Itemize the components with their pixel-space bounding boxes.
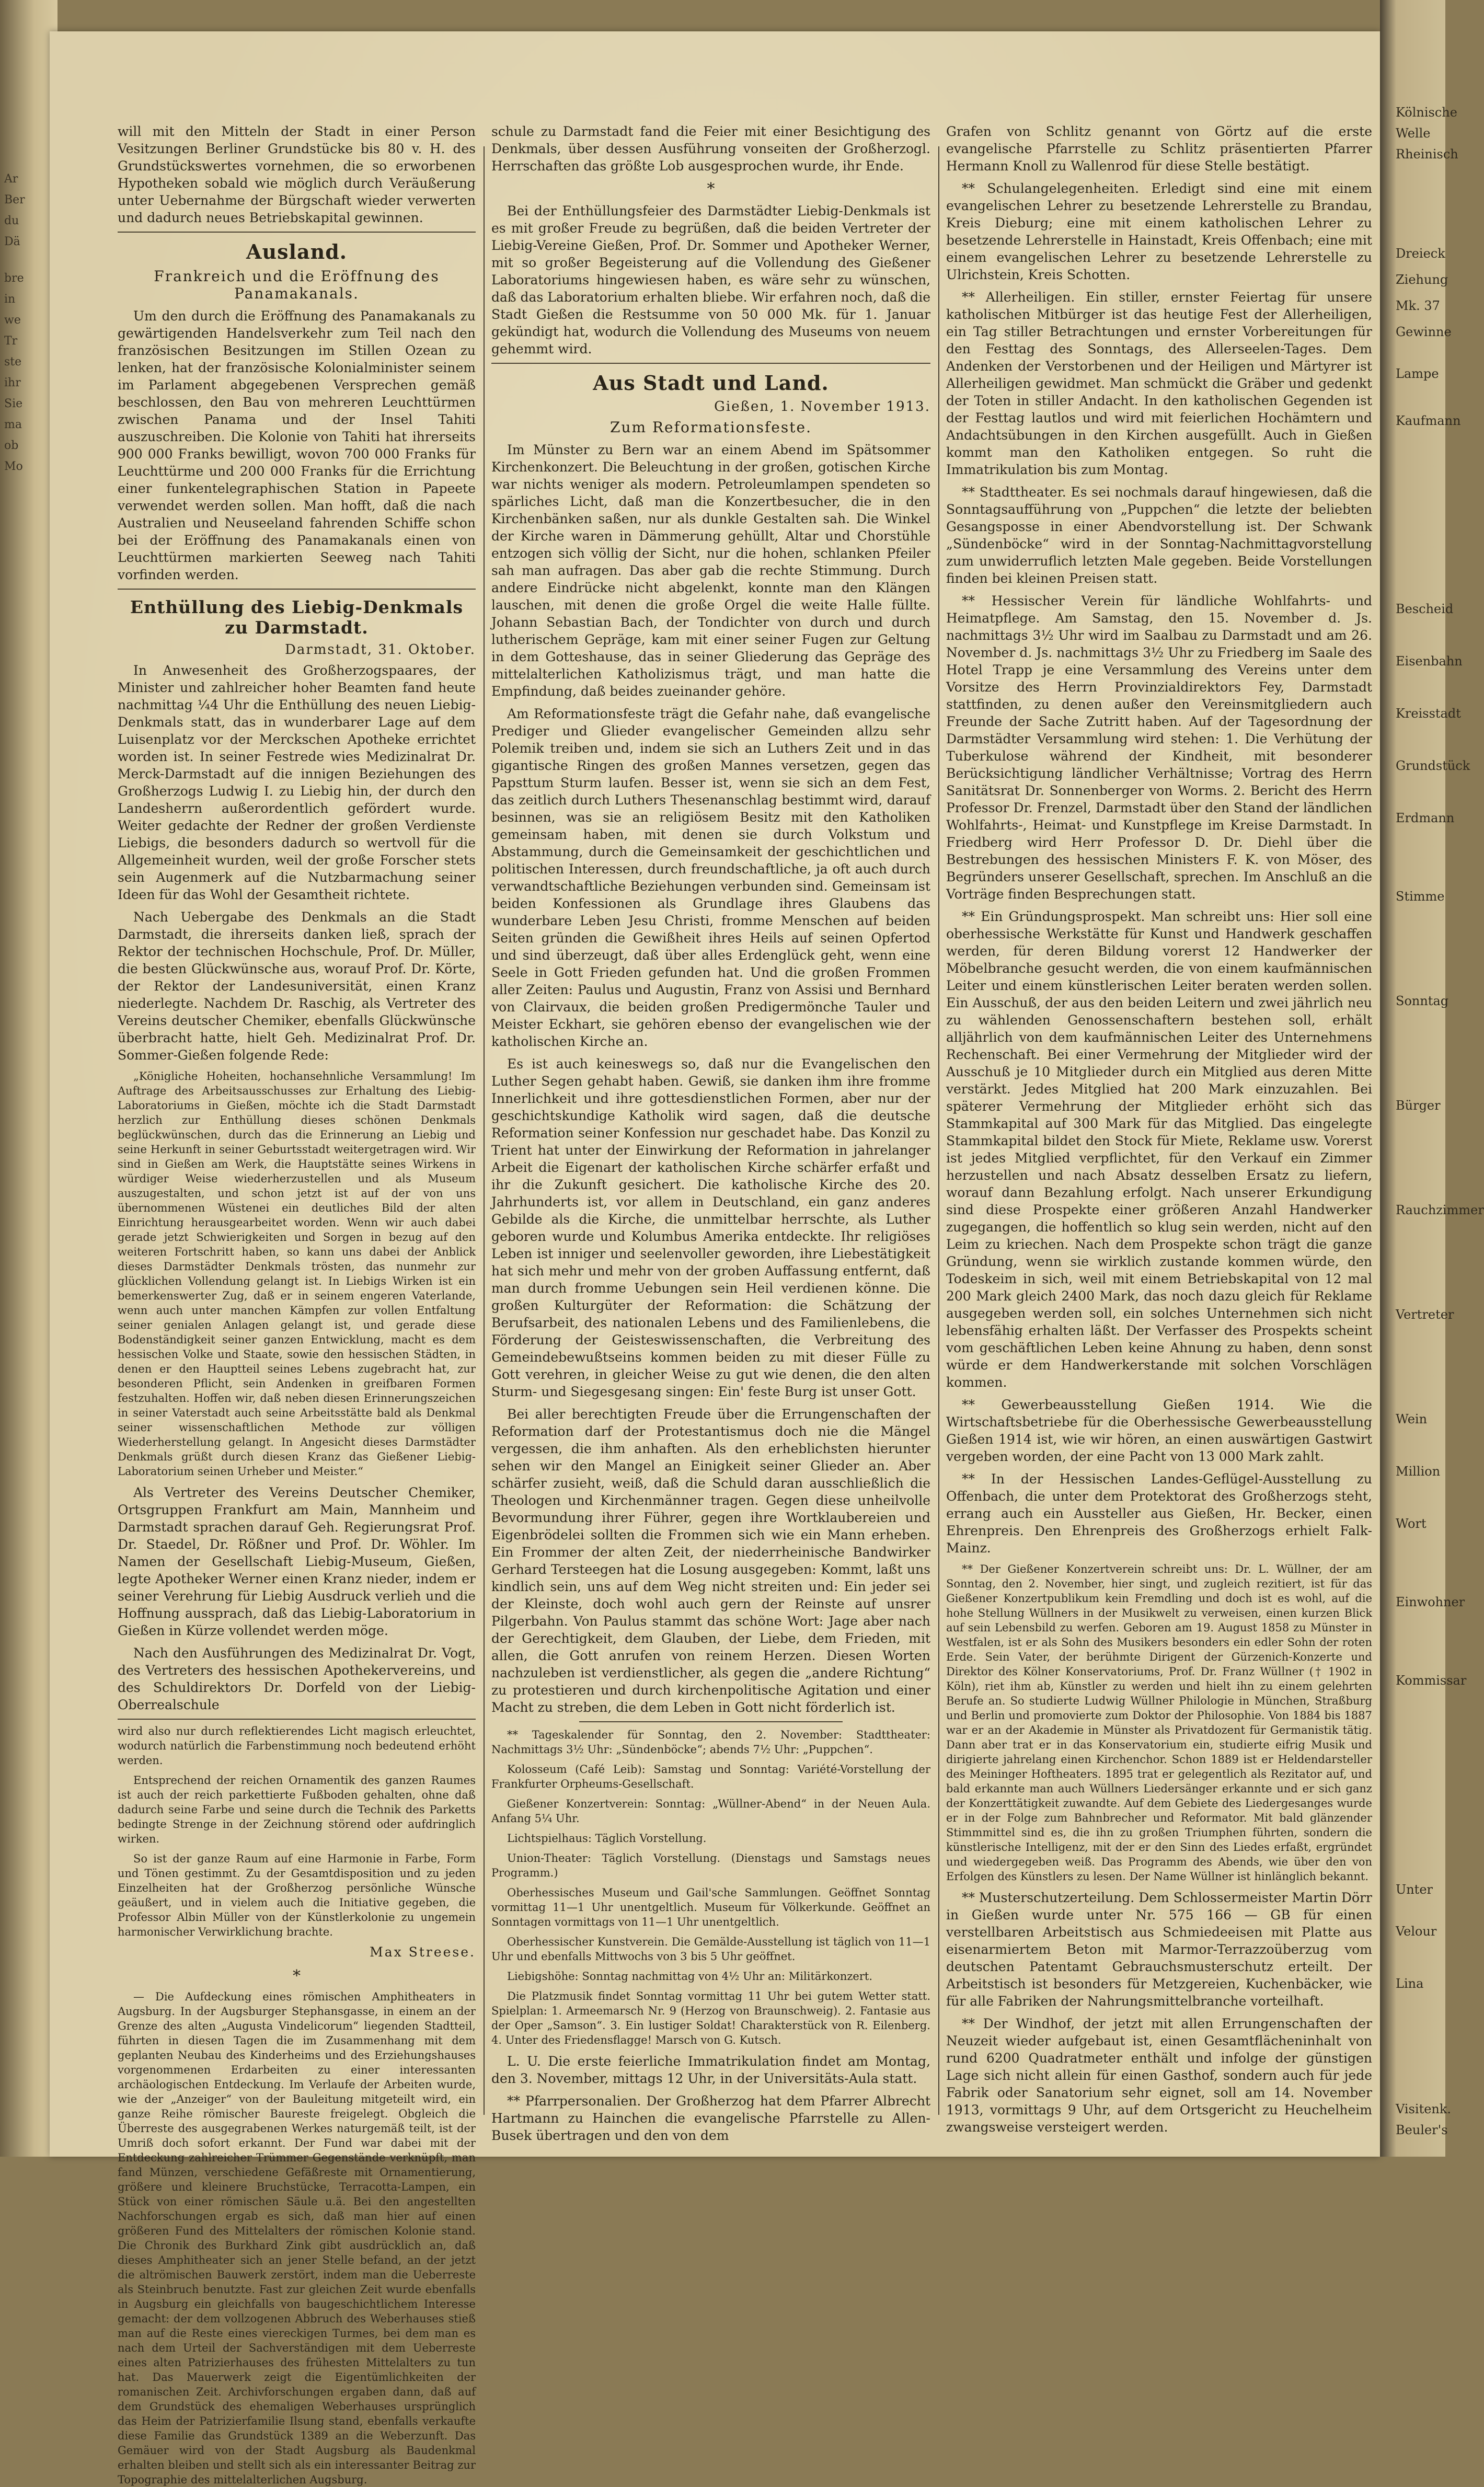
newspaper-page <box>50 31 1380 2486</box>
edge-fragment: Kölnische <box>1396 105 1457 120</box>
edge-fragment: Bürger <box>1396 1098 1441 1113</box>
calendar-entry: ** Tageskalender für Sonntag, den 2. November: Stadttheater: Nachmittags 3½ Uhr: „Sündenböcke“; abends 7½ Uhr: „Puppchen“. <box>491 1729 930 1756</box>
notice-text: ** Pfarrpersonalien. Der Großherzog hat dem Pfarrer Albrecht Hartmann zu Hainchen die evangelische Pfarrstelle zu Allen-Busek übertragen und den von dem <box>491 2093 930 2143</box>
calendar-entry: Oberhessischer Kunstverein. Die Gemälde-Ausstellung ist täglich von 11—1 Uhr und ebenfalls Mittwochs von 3 bis 5 Uhr geöffnet. <box>491 1936 930 1963</box>
edge-fragment: du <box>4 214 19 227</box>
edge-fragment: ste <box>4 355 22 369</box>
edge-fragment: Unter <box>1396 1882 1433 1897</box>
calendar-entry: Kolosseum (Café Leib): Samstag und Sonntag: Variété-Vorstellung der Frankfurter Orpheums-Gesellschaft. <box>491 1763 930 1790</box>
notice-text: ** In der Hessischen Landes-Geflügel-Ausstellung zu Offenbach, die unter dem Protektorat des Großherzogs steht, errang auch ein Aussteller aus Gießen, Hr. Becker, einen Ehrenpreis. Den Ehrenpreis des Großherzogs erhielt Falk-Mainz. <box>946 1471 1372 1556</box>
article-text: Als Vertreter des Vereins Deutscher Chemiker, Ortsgruppen Frankfurt am Main, Mannheim und Darmstadt sprachen darauf Geh. Regierungsrat Prof. Dr. Staedel, Dr. Rößner und Prof. Dr. Wöhler. Im Namen der Gesellschaft Liebig-Museum, Gießen, legte Apotheker Werner einen Kranz nieder, indem er seiner Verehrung für Liebig Ausdruck verlieh und die Hoffnung aussprach, daß das Liebig-Laboratorium in Gießen in Kürze vollendet werden möge. <box>118 1485 476 1638</box>
edge-fragment: Grundstück <box>1396 758 1470 773</box>
calendar-entry: Union-Theater: Täglich Vorstellung. (Dienstags und Samstags neues Programm.) <box>491 1852 930 1879</box>
column-3 <box>946 123 1372 2135</box>
edge-fragment: Ar <box>4 172 18 186</box>
calendar-entry: Oberhessisches Museum und Gail'sche Sammlungen. Geöffnet Sonntag vormittag 11—1 Uhr unentgeltlich. Museum für Völkerkunde. Geöffnet an Sonntagen vormittags von 11—1 Uhr unentgeltlich. <box>491 1886 930 1928</box>
section-title-ausland: Ausland. <box>246 240 347 263</box>
column-2 <box>491 123 931 2143</box>
edge-fragment: Kreisstadt <box>1396 706 1461 721</box>
edge-fragment: Lina <box>1396 1976 1424 1991</box>
article-text: Im Münster zu Bern war an einem Abend im Spätsommer Kirchenkonzert. Die Beleuchtung in der großen, gotischen Kirche war nichts weniger als modern. Petroleumlampen spendeten so spärliches Licht, daß man die Konzertbesucher, die in den Kirchenbänken saßen, nur als dunkle Gestalten sah. Die Winkel der Kirche waren in Dämmerung gehüllt, Altar und Chorstühle entzogen sich völlig der Sicht, nur die hohen, schlanken Pfeiler sah man aufragen. Das aber gab die rechte Stimmung. Durch andere Eindrücke nicht abgelenkt, konnte man den Klängen lauschen, mit denen die große Orgel die weite Halle füllte. Johann Sebastian Bach, der Tondichter von durch und durch lutherischem Gepräge, kam mit einer seiner Fugen zur Geltung in dem Gotteshause, das in seiner Gliederung das Gepräge des mittelalterlichen Katholizismus trägt, und man hatte die Empfindung, daß beides zueinander gehöre. <box>491 442 930 699</box>
next-sheet-edge <box>1380 0 1484 2157</box>
edge-fragment: Kommissar <box>1396 1673 1467 1688</box>
section-rule <box>118 589 476 590</box>
separator-asterisk: * <box>707 180 715 198</box>
calendar-entry: Liebigshöhe: Sonntag nachmittag von 4½ Uhr an: Militärkonzert. <box>507 1970 872 1983</box>
edge-fragment: Gewinne <box>1396 325 1452 339</box>
edge-fragment: Mk. 37 <box>1396 298 1440 313</box>
edge-fragment: Sie <box>4 397 23 410</box>
calendar-entry: Die Platzmusik findet Sonntag vormittag 11 Uhr bei gutem Wetter statt. Spielplan: 1. Armeemarsch Nr. 9 (Herzog von Braunschweig). 2. Fantasie aus der Oper „Samson“. 3. Ein lustiger Soldat! Charakterstück von R. Eilenberg. 4. Unter des Friedensflagge! Marsch von G. Kutsch. <box>491 1990 930 2046</box>
section-rule <box>579 1721 843 1722</box>
edge-fragment: Beuler's <box>1396 2123 1448 2137</box>
article-headline: Enthüllung des Liebig-Denkmals zu Darmstadt. <box>130 597 464 638</box>
edge-fragment: Ziehung <box>1396 272 1448 287</box>
section-title-stadt-und-land: Aus Stadt und Land. <box>593 371 829 395</box>
edge-fragment: Rauchzimmer <box>1396 1203 1484 1217</box>
dateline: Gießen, 1. November 1913. <box>714 399 930 414</box>
calendar-entry: Lichtspielhaus: Täglich Vorstellung. <box>507 1832 707 1845</box>
article-headline: Frankreich und die Eröffnung des Panamakanals. <box>154 268 440 302</box>
edge-fragment: Vertreter <box>1396 1307 1454 1322</box>
dateline: Darmstadt, 31. Oktober. <box>285 642 476 658</box>
edge-fragment: Mo <box>4 460 23 473</box>
article-text: Nach Uebergabe des Denkmals an die Stadt Darmstadt, die ihrerseits danken ließ, sprach der Rektor der technischen Hochschule, Prof. Dr. Müller, die besten Glückwünsche aus, worauf Prof. Dr. Körte, der Rektor der Landesuniversität, einen Kranz niederlegte. Nachdem Dr. Raschig, als Vertreter des Vereins deutscher Chemiker, ebenfalls Glückwünsche überbracht hatte, hielt Geh. Medizinalrat Prof. Dr. Sommer-Gießen folgende Rede: <box>118 909 476 1063</box>
notice-text: ** Hessischer Verein für ländliche Wohlfahrts- und Heimatpflege. Am Samstag, den 15. November d. Js. nachmittags 3½ Uhr wird im Saalbau zu Darmstadt und am 26. November d. Js. nachmittags 3½ Uhr zu Friedberg im Saale des Hotel Trapp je eine Versammlung des Vereins unter dem Vorsitze des Herrn Provinzialdirektors Fey, Darmstadt stattfinden, zu denen außer den Vereinsmitgliedern auch Freunde der Sache Zutritt haben. Auf der Tagesordnung der Darmstädter Versammlung wird stehen: 1. Die Verhütung der Tuberkulose während der Kindheit, mit besonderer Berücksichtigung ländlicher Verhältnisse; Vortrag des Herrn Sanitätsrat Dr. Sonnenberger von Worms. 2. Bericht des Herrn Professor Dr. Frenzel, Darmstadt über den Stand der ländlichen Wohlfahrts-, Heimat- und Kunstpflege im Kreise Darmstadt. In Friedberg wird Herr Professor D. Dr. Diehl über die Bestrebungen des hessischen Ministers F. K. von Möser, des Begründers unserer Gesellschaft, sprechen. Im Anschluß an die Vorträge finden Besprechungen statt. <box>946 593 1372 902</box>
edge-fragment: Dreieck <box>1396 246 1445 261</box>
notice-text: ** Der Gießener Konzertverein schreibt uns: Dr. L. Wüllner, der am Sonntag, den 2. November, hier singt, und zugleich rezitiert, ist für das Gießener Konzertpublikum kein Fremdling und doch ist es wohl, auf die hohe Stellung Wüllners in der Musikwelt zu verweisen, einen kurzen Blick auf sein Lebensbild zu werfen. Geboren am 19. August 1858 zu Münster in Westfalen, ist er als Sohn des Musikers besonders ein edler Sohn der roten Erde. Sein Vater, der berühmte Dirigent der Gürzenich-Konzerte und Direktor des Kölner Konservatoriums, Prof. Dr. Franz Wüllner († 1902 in Köln), riet ihm ab, Künstler zu werden und hielt ihn zu einem gelehrten Berufe an. So studierte Ludwig Wüllner Philologie in München, Straßburg und Berlin und promovierte zum Doktor der Philosophie. Von 1884 bis 1887 war er an der Akademie in Münster als Privatdozent für Germanistik tätig. Dann aber trat er in das Konservatorium ein, studierte eifrig Musik und dirigierte jahrelang einen Kirchenchor. Schon 1889 ist er Heldendarsteller des Meininger Hoftheaters. 1895 trat er gelegentlich als Rezitator auf, und bald erkannte man auch Wüllners Liedersänger erkannte und er sich ganz der Konzerttätigkeit zuwandte. Auf dem Gebiete des Liedergesanges wurde er in der Folge zum Bahnbrecher und Reformator. Mit bald glänzender Stimmmittel sind es, die ihn zu großen Triumphen führten, sondern die künstlerische Intelligenz, mit der er den Sinn des Liedes erfaßt, ergründet und wiedergegeben weiß. Das Programm des Abends, wie über den von Erfolgen des Künstlers zu lesen. Der Name Wüllner ist hinlänglich bekannt. <box>946 1563 1372 1883</box>
column-1 <box>118 123 476 2486</box>
edge-fragment: bre <box>4 272 24 285</box>
article-text: Bei aller berechtigten Freude über die Errungenschaften der Reformation darf der Protestantismus doch nie die Mängel vergessen, die ihm anhaften. Als den erheblichsten hierunter sehen wir den Mangel an Einigkeit seiner Glieder an. Aber schärfer zusieht, weiß, daß die Schuld daran ausschließlich die Theologen und Kirchenmänner tragen. Gegen diese unheilvolle Bevormundung ihrer Führer, gegen ihre Wortklaubereien und Eigenbrödelei sollten die Frommen sich wie ein Mann erheben. Ein Frommer der alten Zeit, der niederrheinische Bandwirker Gerhard Tersteegen hat die Losung ausgegeben: Kommt, laßt uns kindlich sein, uns auf dem Weg nicht streiten und: Ein jeder sei der Kleinste, doch wohl auch gern der Reinste auf unsrer Pilgerbahn. Von Paulus stammt das schöne Wort: Jage aber nach der Gerechtigkeit, dem Glauben, der Liebe, dem Frieden, mit allen, die Gott anrufen von reinem Herzen. Diesen Worten nachzuleben ist verdienstlicher, als gegen die „andere Richtung“ zu protestieren und durch kirchenpolitische Agitation und einer Macht zu streben, die dem Leben in Gott nicht förderlich ist. <box>491 1407 930 1715</box>
notice-text: Grafen von Schlitz genannt von Görtz auf die erste evangelische Pfarrstelle zu Schlitz präsentierten Pfarrer Hermann Knoll zu Wallenrod für diese Stelle bestätigt. <box>946 124 1372 174</box>
notice-text: ** Stadttheater. Es sei nochmals darauf hingewiesen, daß die Sonntagsaufführung von „Puppchen“ die letzte der beliebten Gesangsposse in einer Abendvorstellung ist. Der Schwank „Sündenböcke“ wird in der Sonntag-Nachmittagvorstellung zum unwiderruflich letzten Male gegeben. Beide Vorstellungen finden bei kleinen Preisen statt. <box>946 485 1372 586</box>
edge-fragment: Wein <box>1396 1412 1428 1426</box>
notice-text: ** Musterschutzerteilung. Dem Schlossermeister Martin Dörr in Gießen wurde unter Nr. 575 166 — GB für einen verstellbaren Arbeitstisch aus Schmiedeeisen mit Platte aus eisenarmiertem Beton mit Marmor-Terrazzoüberzug vom deutschen Patentamt Gebrauchsmusterschutz erteilt. Der Arbeitstisch ist besonders für Metzgereien, Kuchenbäcker, wie für alle Fabriken der Nahrungsmittelbranche vorteilhaft. <box>946 1890 1372 2009</box>
feuilleton-text: So ist der ganze Raum auf eine Harmonie in Farbe, Form und Tönen gestimmt. Zu der Gesamtdisposition und zu jeden Einzelheiten hat der Großherzog persönliche Wünsche geäußert, und in vielem auch die Initiative gegeben, die Professor Albin Müller von der Künstlerkolonie zu ungemein harmonischer Verwirklichung brachte. <box>118 1852 476 1938</box>
edge-fragment: ma <box>4 418 22 431</box>
article-headline: Zum Reformationsfeste. <box>610 419 812 436</box>
article-quote: „Königliche Hoheiten, hochansehnliche Versammlung! Im Auftrage des Arbeitsausschusses zur Erhaltung des Liebig-Laboratoriums in Gießen, möchte ich die Stadt Darmstadt herzlich zur Enthüllung dieses schönen Denkmals beglückwünschen, durch das die Erinnerung an Liebig und seine Herkunft in seiner Geburtsstadt weitergetragen wird. Wir sind in Gießen am Werk, die Hauptstätte seines Wirkens in würdiger Weise wiederherzustellen und als Museum auszugestalten, und schon jetzt ist auf der von uns übernommenen Wüstenei ein deutliches Bild der alten Einrichtung herausgearbeitet worden. Wenn wir auch dabei gerade jetzt Schwierigkeiten und Sorgen in bezug auf den weiteren Fortschritt haben, so kann uns dabei der Anblick dieses Darmstädter Denkmals trösten, das nunmehr zur glücklichen Vollendung gelangt ist. In Liebigs Wirken ist ein bemerkenswerter Zug, daß er in seinem engeren Vaterlande, wenn auch unter manchen Kämpfen zur vollen Entfaltung seiner genialen Anlagen gelangt ist, und gerade diese Bodenständigkeit seiner ganzen Entwicklung, macht es dem hessischen Volke und Staate, sowie den hessischen Städten, in denen er den Hauptteil seines Lebens zugebracht hat, zur besonderen Pflicht, sein Andenken in greifbaren Formen festzuhalten. Hoffen wir, daß neben diesen Erinnerungszeichen in seiner Vaterstadt auch seine Arbeitsstätte bald als Denkmal seiner wissenschaftlichen Methode zur völligen Wiederherstellung gelangt. In Angesicht dieses Darmstädter Denkmals grüßt durch diesen Kranz das Gießener Liebig-Laboratorium seinen Urheber und Meister.“ <box>118 1070 476 1478</box>
edge-fragment: in <box>4 293 16 306</box>
section-rule <box>491 363 930 364</box>
edge-fragment: Erdmann <box>1396 811 1455 825</box>
article-text: Um den durch die Eröffnung des Panamakanals zu gewärtigenden Handelsverkehr zum Teil nach den französischen Besitzungen im Stillen Ozean zu lenken, hat der französische Kolonialminister seinem im Parlament abgegebenen Versprechen gemäß beschlossen, den Bau von mehreren Leuchttürmen zwischen Panama und der Insel Tahiti auszuschreiben. Die Kolonie von Tahiti hat ihrerseits 900 000 Franks bewilligt, wovon 700 000 Franks für Leuchttürme und 200 000 Franks für die Errichtung einer funkentelegraphischen Station in Papeete verwendet werden sollen. Man hofft, daß die nach Australien und Neuseeland fahrenden Schiffe schon bei der Eröffnung des Panamakanals einen von Leuchttürmen markierten Seeweg nach Tahiti vorfinden werden. <box>118 308 476 582</box>
previous-sheet-edge <box>0 0 57 2157</box>
section-rule <box>118 1719 476 1720</box>
edge-fragment: Stimme <box>1396 889 1445 904</box>
article-text: schule zu Darmstadt fand die Feier mit einer Besichtigung des Denkmals, über dessen Ausführung vonseiten der Großherzogl. Herrschaften das größte Lob ausgesprochen wurde, ihr Ende. <box>491 124 930 174</box>
edge-fragment: Wort <box>1396 1516 1427 1531</box>
notice-text: ** Allerheiligen. Ein stiller, ernster Feiertag für unsere katholischen Mitbürger ist das heutige Fest der Allerheiligen, ein Tag stiller Betrachtungen und ernster Vorbereitungen für den Festtag des Sonntags, des Allerseelen-Tages. Dem Andenken der Verstorbenen und der Heiligen und Märtyrer ist Allerheiligen gewidmet. Man schmückt die Gräber und gedenkt der Toten in stiller Andacht. In den katholischen Gegenden ist der Festtag lautlos und wird mit feierlichen Hochämtern und Andachtsübungen in den Kirchen ausgefüllt. Auch in Gießen kommt man den Katholiken entgegen. So ruht die Immatrikulation bis zum Montag. <box>946 290 1372 477</box>
column-rule <box>938 146 939 2115</box>
notice-text: ** Schulangelegenheiten. Erledigt sind eine mit einem evangelischen Lehrer zu besetzende Lehrerstelle zu Brandau, Kreis Dieburg; eine mit einem katholischen Lehrer zu besetzende Lehrerstelle in Hainstadt, Kreis Offenbach; eine mit einem evangelischen Lehrer zu besetzende Lehrerstelle zu Ulrichstein, Kreis Schotten. <box>946 181 1372 282</box>
article-text: In Anwesenheit des Großherzogspaares, der Minister und zahlreicher hoher Beamten fand heute nachmittag ¼4 Uhr die Enthüllung des neuen Liebig-Denkmals statt, das in wunderbarer Lage auf dem Luisenplatz vor der Merckschen Apotheke errichtet worden ist. In seiner Festrede wies Medizinalrat Dr. Merck-Darmstadt auf die innigen Beziehungen des Großherzogs Ludwig I. zu Liebig hin, der durch den Landesherrn außerordentlich gefördert wurde. Weiter gedachte der Redner der großen Verdienste Liebigs, die besonders dadurch so wertvoll für die Allgemeinheit wurden, weil der große Forscher stets sein Augenmerk auf die Nutzbarmachung seiner Ideen für das Wohl der Gesamtheit richtete. <box>118 663 476 902</box>
edge-fragment: Velour <box>1396 1924 1437 1939</box>
edge-fragment: Eisenbahn <box>1396 654 1463 669</box>
edge-fragment: Ber <box>4 193 25 206</box>
article-text: will mit den Mitteln der Stadt in einer Person Vesitzungen Berliner Grundstücke bis 80 v. H. des Grundstückswertes vornehmen, die so erworbenen Hypotheken sobald wie möglich durch Veräußerung unter Uebernahme der Bürgschaft wieder verwerten und dadurch neues Betriebskapital gewinnen. <box>118 124 476 225</box>
article-text: Es ist auch keineswegs so, daß nur die Evangelischen den Luther Segen gehabt haben. Gewiß, sie danken ihm ihre fromme Innerlichkeit und ihre gottesdienstlichen Formen, aber nur der geschichtskundige Katholik wird sagen, daß die deutsche Reformation seiner Konfession nur geschadet habe. Das Konzil zu Trient hat unter der Einwirkung der Reformation in jahrelanger Arbeit die Eigenart der katholischen Kirche schärfer erfaßt und ihr die Zukunft gesichert. Die katholische Kirche des 20. Jahrhunderts ist, vor allem in Deutschland, ein ganz anderes Gebilde als die Kirche, die unmittelbar herrschte, als Luther geboren wurde und Kolumbus Amerika entdeckte. Ihr religiöses Leben ist inniger und seelenvoller geworden, ihre Liebestätigkeit hat sich mehr und mehr von der groben Auffassung entfernt, daß man durch fromme Uebungen sein Heil verdienen könne. Die großen Kulturgüter der Reformation: die Schätzung der Berufsarbeit, des nationalen Lebens und des Familienlebens, die Förderung der Geisteswissenschaften, die Verbreitung des Gemeindebewußtseins kommen beiden zu mit dieser Fülle zu Gott verehren, in gleicher Weise zu gut wie denen, die den alten Sturm- und Siegesgesang singen: Ein' feste Burg ist unser Gott. <box>491 1056 930 1399</box>
feuilleton-text: — Die Aufdeckung eines römischen Amphitheaters in Augsburg. In der Augsburger Stephansgasse, in einem an der Grenze des alten „Augusta Vindelicorum“ liegenden Stadtteil, führten in diesen Tagen die im Zusammenhang mit dem geplanten Neubau des Kinderheims und des Erziehungshauses vorgenommenen Erdarbeiten zu einer interessanten archäologischen Entdeckung. Im Verlaufe der Arbeiten wurde, wie der „Anzeiger“ von der Bauleitung mitgeteilt wird, ein ganze Reihe römischer Baureste freigelegt. Obgleich die Überreste des ausgegrabenen Werkes naturgemäß teilt, ist der Umriß doch sofort erkannt. Der Fund war dabei mit der Entdeckung zahlreicher Trümmer Gegenstände verknüpft, man fand Münzen, verschiedene Gefäßreste mit Ornamentierung, größere und kleinere Bruchstücke, Terracotta-Lampen, ein Stück von einer römischen Säule u.ä. Bei den angestellten Nachforschungen ergab es sich, daß man hier auf einen größeren Fund des Mittelalters der römischen Kolonie stand. Die Chronik des Burkhard Zink gibt ausdrücklich an, daß dieses Amphitheater sich an jener Stelle befand, an der jetzt die altrömischen Bauwerk zerstört, indem man die Ueberreste als Steinbruch benutzte. Fast zur gleichen Zeit wurde ebenfalls in Augsburg ein gleichfalls von baugeschichtlichem Interesse gemacht: der dem vollzogenen Abbruch des Weberhauses stieß man auf die Reste eines viereckigen Turmes, bei dem man es nach dem Urteil der Sachverständigen mit dem Ueberreste eines alten Patrizierhauses des frühesten Mittelalters zu tun hat. Das Mauerwerk zeigt die Eigentümlichkeiten der romanischen Zeit. Archivforschungen ergaben dann, daß auf dem Grundstück des ehemaligen Weberhauses ursprünglich das Heim der Patrizierfamilie Ilsung stand, ebenfalls verkaufte diese Familie das Grundstück 1389 an die Weberzunft. Das Gemäuer wird von der Stadt Augsburg als Baudenkmal erhalten bleiben und stellt sich als ein interessanter Beitrag zur Topographie des mittelalterlichen Augsburg. <box>118 1990 476 2486</box>
feuilleton-text: wird also nur durch reflektierendes Licht magisch erleuchtet, wodurch natürlich die Farbenstimmung noch bedeutend erhöht werden. <box>118 1725 476 1767</box>
feuilleton-text: Entsprechend der reichen Ornamentik des ganzen Raumes ist auch der reich parkettierte Fußboden gehalten, ohne daß dadurch seine Farbe und seine durch die Technik des Parketts bedingte Strenge in der Zeichnung störend oder aufdringlich wirken. <box>118 1774 476 1845</box>
edge-fragment: we <box>4 314 21 327</box>
article-text: Bei der Enthüllungsfeier des Darmstädter Liebig-Denkmals ist es mit großer Freude zu begrüßen, daß die beiden Vertreter der Liebig-Vereine Gießen, Prof. Dr. Sommer und Apotheker Werner, mit so großer Begeisterung auf die Vollendung des Gießener Laboratoriums hingewiesen haben, es wäre sehr zu wünschen, daß das Laboratorium erhalten bliebe. Wir erfahren noch, daß die Stadt Gießen die Restsumme von 50 000 Mk. für 1. Januar gekündigt hat, wodurch die Vollendung des Museums von neuem gehemmt wird. <box>491 203 931 356</box>
edge-fragment: Lampe <box>1396 366 1439 381</box>
calendar-entry: Gießener Konzertverein: Sonntag: „Wüllner-Abend“ in der Neuen Aula. Anfang 5¼ Uhr. <box>491 1798 930 1825</box>
edge-fragment: Bescheid <box>1396 602 1454 616</box>
notice-text: ** Der Windhof, der jetzt mit allen Errungenschaften der Neuzeit wieder aufgebaut ist, einen Gesamtflächeninhalt von rund 6200 Quadratmeter enthält und infolge der günstigen Lage sich nicht allein für einen Gasthof, sondern auch für jede Fabrik oder Sanatorium sehr eignet, soll am 14. November 1913, vormittags 9 Uhr, auf dem Ortsgericht zu Heuchelheim zwangsweise versteigert werden. <box>946 2016 1372 2135</box>
column-rule <box>484 146 485 2115</box>
edge-fragment: Rheinisch <box>1396 147 1458 162</box>
section-rule <box>118 232 476 233</box>
edge-fragment: Sonntag <box>1396 994 1449 1008</box>
edge-fragment: Kaufmann <box>1396 413 1461 428</box>
edge-fragment: Einwohner <box>1396 1595 1465 1609</box>
edge-fragment: Dä <box>4 235 20 248</box>
separator-asterisk: * <box>293 1967 301 1985</box>
author-signature: Max Streese. <box>370 1944 476 1960</box>
article-text: Am Reformationsfeste trägt die Gefahr nahe, daß evangelische Prediger und Glieder evangelischer Gemeinden allzu sehr Polemik treiben und, indem sie sich an Luthers Zeit und in das gigantische Ringen des großen Mannes versetzen, gegen das Papsttum Sturm laufen. Besser ist, wenn sie sich an dem Fest, das zeitlich durch Luthers Thesenanschlag bestimmt wird, darauf besinnen, was sie an religiösem Besitz mit den Katholiken gemeinsam haben, mit denen sie durch Volkstum und Abstammung, durch die Gemeinsamkeit der geschichtlichen und politischen Interessen, durch freundschaftliche, ja oft auch durch verwandtschaftliche Beziehungen verbunden sind. Gemeinsam ist beiden Konfessionen als Grundlage ihres Glaubens das wunderbare Leben Jesu Christi, fromme Menschen auf beiden Seiten gründen die Gewißheit ihres Heils auf seinen Opfertod und sind überzeugt, daß über alles Erdenglück geht, wenn eine Seele in Gott Frieden gefunden hat. Und die großen Frommen aller Zeiten: Paulus und Augustin, Franz von Assisi und Bernhard von Clairvaux, die beiden großen Predigermönche Tauler und Meister Eckhart, sie gehören ebenso der evangelischen wie der katholischen Kirche an. <box>491 706 930 1049</box>
notice-text: ** Ein Gründungsprospekt. Man schreibt uns: Hier soll eine oberhessische Werkstätte für Kunst und Handwerk geschaffen werden, für deren Bildung vorerst 12 Handwerker der Möbelbranche gesucht werden, die von einem kaufmännischen Leiter und einem künstlerischen Leiter beraten werden sollen. Ein Ausschuß, der aus den beiden Leitern und zwei jährlich neu zu wählenden Genossenschaftern bestehen soll, erhält alljährlich von dem kaufmännischen Leiter des Unternehmens Rechenschaft. Bei einer Vermehrung der Mitglieder wird der Ausschuß je 10 Mitglieder durch ein Mitglied aus deren Mitte verstärkt. Jedes Mitglied hat 200 Mark einzuzahlen. Bei späterer Vermehrung der Mitglieder erhöht sich das Stammkapital auf 300 Mark für das Mitglied. Das eingelegte Stammkapital bildet den Stock für Miete, Reklame usw. Vorerst ist jedes Mitglied verpflichtet, für den Verkauf ein Zimmer herzustellen und nach Absatz desselben Ersatz zu liefern, worauf dann Bezahlung erfolgt. Nach unserer Erkundigung sind diese Prospekte einer größeren Anzahl Handwerker zugegangen, die hoffentlich so klug sein werden, nicht auf den Leim zu kriechen. Nach dem Prospekte schon trägt die ganze Gründung, wenn sie wirklich zustande kommen würde, den Todeskeim in sich, weil mit einem Betriebskapital von 12 mal 200 Mark gleich 2400 Mark, das noch dazu gleich für Reklame ausgegeben werden soll, ein solches Unternehmen sich nicht lebensfähig erhalten läßt. Der Verfasser des Prospekts scheint vom geschäftlichen Leben keine Ahnung zu haben, denn sonst würde er dem Handwerkerstande mit solchen Vorschlägen kommen. <box>946 909 1372 1390</box>
edge-fragment: Visitenk. <box>1396 2102 1452 2116</box>
edge-fragment: ihr <box>4 376 21 389</box>
notice-text: L. U. Die erste feierliche Immatrikulation findet am Montag, den 3. November, mittags 12 Uhr, in der Universitäts-Aula statt. <box>491 2054 930 2086</box>
edge-fragment: ob <box>4 439 19 452</box>
notice-text: ** Gewerbeausstellung Gießen 1914. Wie die Wirtschaftsbetriebe für die Oberhessische Gewerbeausstellung Gießen 1914 ist, wie wir hören, an einen auswärtigen Gastwirt vergeben worden, der eine Pacht von 13 000 Mark zahlt. <box>946 1397 1372 1464</box>
edge-fragment: Welle <box>1396 126 1431 141</box>
article-text: Nach den Ausführungen des Medizinalrat Dr. Vogt, des Vertreters des hessischen Apothekervereins, und des Schuldirektors Dr. Dorfeld von der Liebig-Oberrealschule <box>118 1645 476 1712</box>
edge-fragment: Tr <box>4 335 18 348</box>
edge-fragment: Million <box>1396 1464 1441 1479</box>
